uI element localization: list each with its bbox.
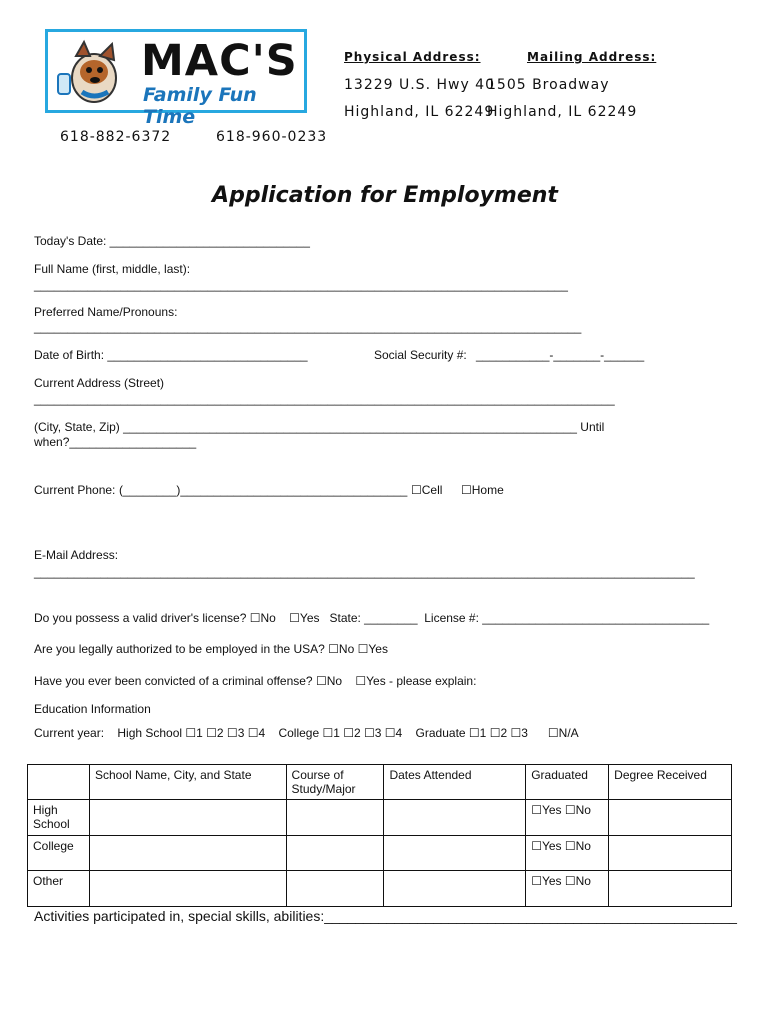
table-row (28, 836, 732, 871)
city-state-zip-field[interactable]: (City, State, Zip) ____________________________________________________________________ Until (34, 420, 605, 434)
email-label: E-Mail Address: (34, 548, 119, 562)
mailing-street: 1505 Broadway (487, 77, 610, 93)
preferred-name-label: Preferred Name/Pronouns: (34, 305, 178, 319)
dates-cell[interactable] (384, 836, 526, 871)
school-name-cell[interactable] (89, 836, 286, 871)
education-heading: Education Information (34, 702, 151, 716)
current-phone-label: Current Phone: (34, 483, 116, 497)
date-of-birth-field[interactable]: Date of Birth: ______________________________ (34, 348, 308, 362)
dog-mascot-icon (56, 38, 126, 108)
physical-address-label: Physical Address: (344, 50, 481, 64)
phone-number-1: 618-882-6372 (60, 129, 172, 145)
graduated-checkboxes[interactable]: ☐Yes ☐No (526, 800, 609, 836)
education-table (27, 764, 732, 907)
physical-street: 13229 U.S. Hwy 40 (344, 77, 495, 93)
current-year-options[interactable]: Current year: High School ☐1 ☐2 ☐3 ☐4 College ☐1 ☐2 ☐3 ☐4 Graduate ☐1 ☐2 ☐3 ☐N/A (34, 726, 579, 740)
ssn-label: Social Security #: (374, 348, 467, 362)
graduated-checkboxes[interactable]: ☐Yes ☐No (526, 871, 609, 907)
degree-cell[interactable] (609, 871, 732, 907)
table-row (28, 800, 732, 836)
table-header-cell: Degree Received (609, 765, 732, 800)
email-field[interactable]: ___________________________________________________________________________________________________ (34, 565, 695, 579)
table-header-cell: Graduated (526, 765, 609, 800)
logo-sub-text: Family Fun Time (143, 84, 257, 128)
current-address-label: Current Address (Street) (34, 376, 165, 390)
preferred-name-field[interactable]: __________________________________________________________________________________ (34, 320, 582, 334)
full-name-label: Full Name (first, middle, last): (34, 262, 191, 276)
table-header-cell: Course of Study/Major (286, 765, 384, 800)
dates-cell[interactable] (384, 871, 526, 907)
table-header-cell: School Name, City, and State (89, 765, 286, 800)
work-authorization-question[interactable]: Are you legally authorized to be employed in the USA? ☐No ☐Yes (34, 642, 388, 656)
course-cell[interactable] (286, 800, 384, 836)
full-name-field[interactable]: ________________________________________________________________________________ (34, 278, 568, 292)
education-table-header (28, 765, 732, 800)
dates-cell[interactable] (384, 800, 526, 836)
school-name-cell[interactable] (89, 871, 286, 907)
until-when-field[interactable]: when?___________________ (34, 435, 197, 449)
graduated-checkboxes[interactable]: ☐Yes ☐No (526, 836, 609, 871)
physical-city: Highland, IL 62249 (344, 104, 495, 120)
cell-checkbox[interactable]: ☐Cell (411, 483, 443, 497)
criminal-offense-question[interactable]: Have you ever been convicted of a criminal offense? ☐No ☐Yes - please explain: (34, 674, 477, 688)
table-header-cell: Dates Attended (384, 765, 526, 800)
company-logo (45, 29, 307, 128)
mailing-address-label: Mailing Address: (527, 50, 657, 64)
current-address-field[interactable]: _______________________________________________________________________________________ (34, 392, 615, 406)
todays-date-field[interactable]: Today's Date: ______________________________ (34, 234, 310, 248)
logo-main-text: MAC'S (141, 36, 298, 86)
current-phone-field[interactable]: (________)__________________________________ (119, 483, 408, 497)
ssn-field[interactable]: ___________-_______-______ (476, 348, 645, 362)
course-cell[interactable] (286, 836, 384, 871)
page-title: Application for Employment (212, 183, 558, 208)
activities-field[interactable]: Activities participated in, special skills, abilities:_____________________________________________________ (34, 908, 737, 924)
row-label: Other (28, 871, 90, 907)
row-label: College (28, 836, 90, 871)
drivers-license-question[interactable]: Do you possess a valid driver's license? ☐No ☐Yes State: ________ License #: __________________________________ (34, 611, 710, 625)
row-label: High School (28, 800, 90, 836)
home-checkbox[interactable]: ☐Home (461, 483, 504, 497)
table-header-cell (28, 765, 90, 800)
school-name-cell[interactable] (89, 800, 286, 836)
table-row (28, 871, 732, 907)
degree-cell[interactable] (609, 836, 732, 871)
mailing-city: Highland, IL 62249 (487, 104, 638, 120)
phone-number-2: 618-960-0233 (216, 129, 328, 145)
degree-cell[interactable] (609, 800, 732, 836)
course-cell[interactable] (286, 871, 384, 907)
